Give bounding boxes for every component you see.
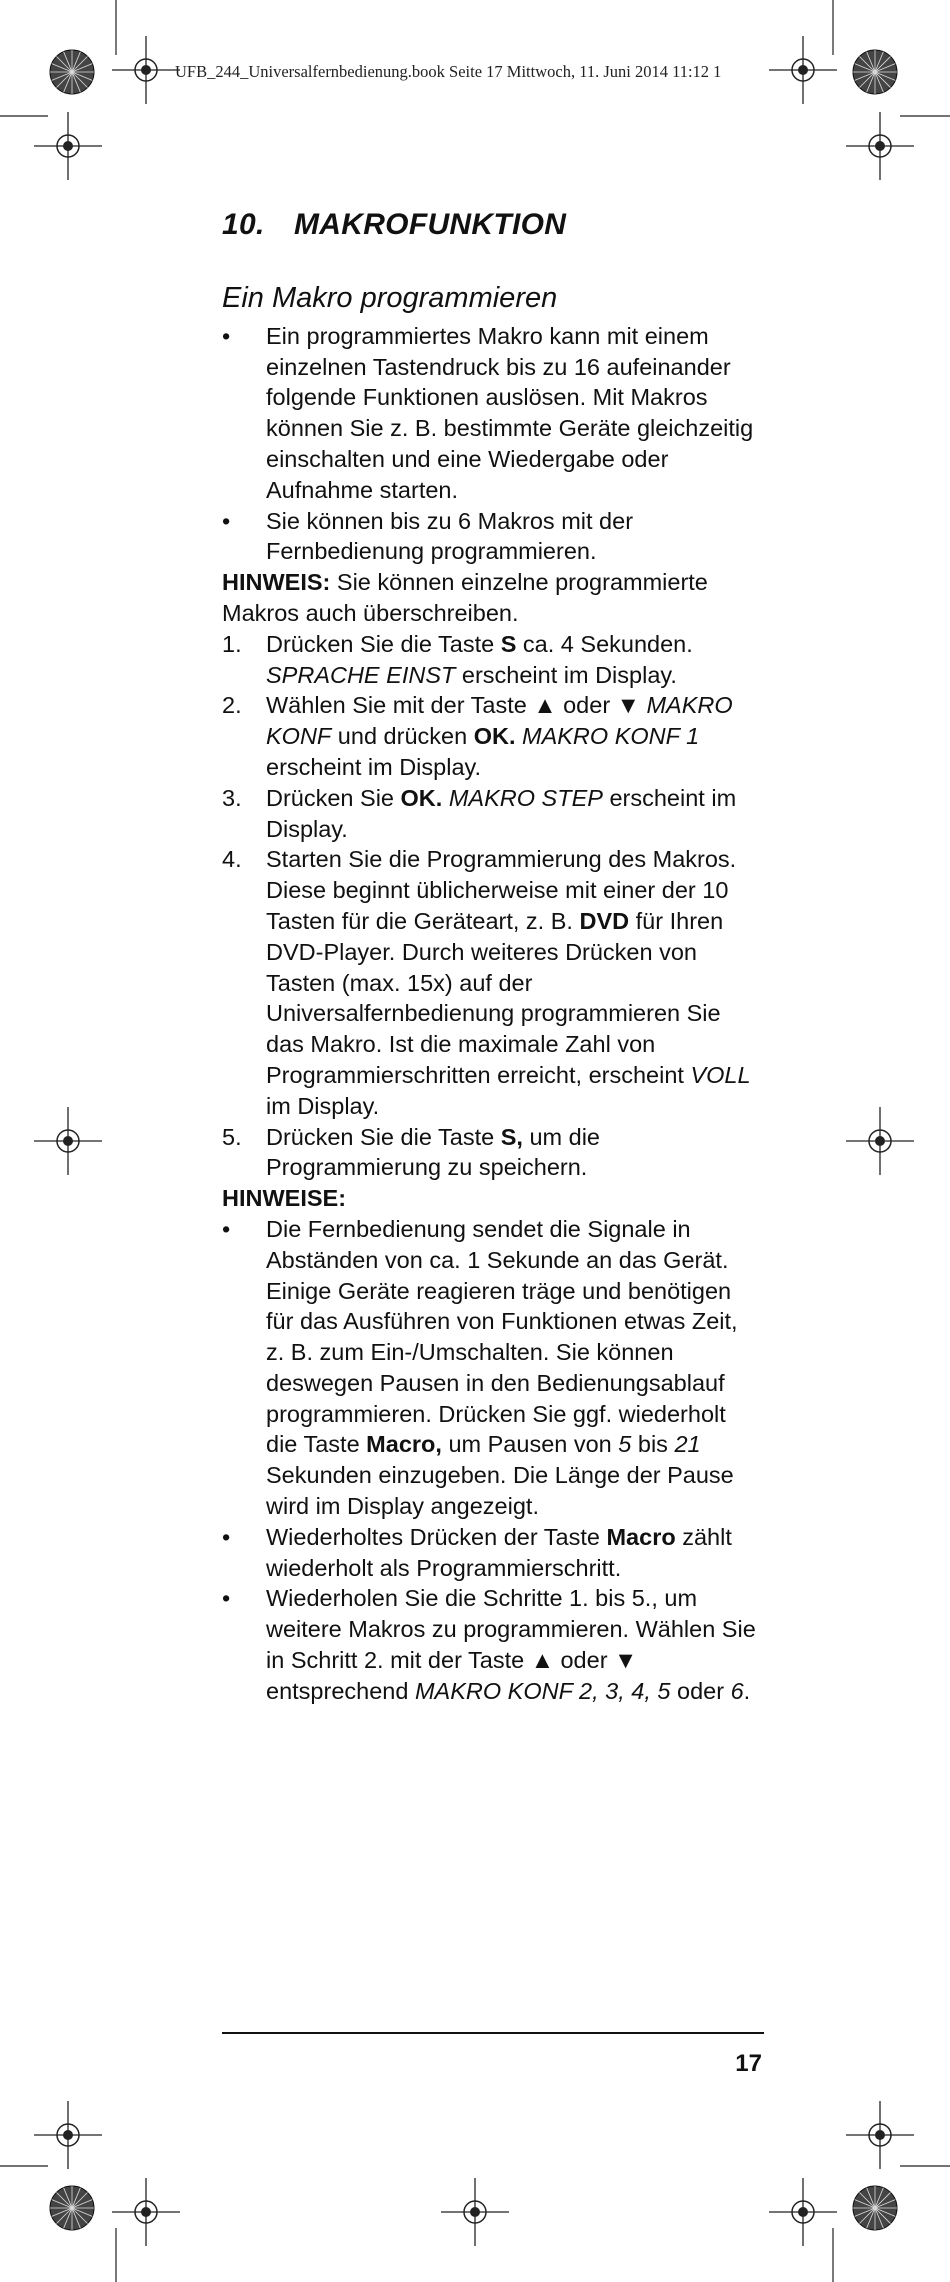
bullet-marker: •: [222, 1215, 231, 1242]
note-label: HINWEIS:: [222, 569, 331, 596]
step-text: erscheint im Display.: [266, 784, 737, 842]
step-number: 1.: [222, 630, 242, 657]
step-text: für Ihren DVD-Player. Durch weiteres Drücken von Tasten (max. 15x) auf der Universalfernbedienung programmieren Sie das Makro. Ist die maximale Zahl von Programmierschritten erreicht, erscheint: [266, 907, 724, 1088]
key-label: Macro,: [366, 1431, 442, 1458]
list-item: [222, 1214, 762, 1522]
step-text: Starten Sie die Programmierung des Makros. Diese beginnt üblicherweise mit einer der 10 Tasten für die Geräteart, z. B.: [266, 846, 737, 934]
bullet-marker: •: [222, 1523, 231, 1550]
bullet-text: Sie können bis zu 6 Makros mit der Fernbedienung programmieren.: [266, 507, 634, 565]
step-item: [222, 844, 762, 1121]
key-label: S,: [500, 1123, 523, 1150]
step-item: [222, 690, 762, 782]
step-text: erscheint im Display.: [455, 661, 677, 688]
note-paragraph: [222, 567, 762, 629]
bullet-text: Ein programmiertes Makro kann mit einem einzelnen Tastendruck bis zu 16 aufeinander folgende Funktionen auslösen. Mit Makros können Sie z. B. bestimmte Geräte gleichzeitig einschalten und eine Wiedergabe oder Aufnahme starten.: [266, 322, 754, 503]
key-label: DVD: [579, 907, 630, 934]
display-text: 21: [674, 1431, 701, 1458]
footer-rule: [222, 2032, 764, 2034]
display-text: MAKRO KONF 2, 3, 4, 5: [414, 1677, 671, 1704]
notes-label: HINWEISE:: [222, 1185, 347, 1212]
key-label: S: [500, 630, 517, 657]
list-item: [222, 1522, 762, 1584]
step-text: und drücken: [331, 723, 474, 750]
step-text: um die Programmierung zu speichern.: [266, 1123, 600, 1181]
step-text: ca. 4 Sekunden.: [516, 630, 693, 657]
page-number: 17: [735, 2050, 762, 2077]
key-label: Macro: [606, 1523, 676, 1550]
step-item: [222, 629, 762, 691]
list-item: [222, 321, 762, 506]
bullet-text: Sekunden einzugeben. Die Länge der Pause wird im Display angezeigt.: [266, 1462, 734, 1520]
display-text: SPRACHE EINST: [266, 661, 456, 688]
key-label: OK.: [473, 723, 516, 750]
list-item: [222, 1583, 762, 1706]
bullet-text: Wiederholtes Drücken der Taste: [266, 1523, 607, 1550]
notes-heading: [222, 1183, 762, 1214]
step-text: Wählen Sie mit der Taste ▲ oder ▼: [266, 692, 647, 719]
bullet-text: bis: [631, 1431, 675, 1458]
chapter-number: 10.: [222, 208, 265, 241]
chapter-title: MAKROFUNKTION: [294, 208, 567, 241]
bullet-marker: •: [222, 1585, 231, 1612]
display-text: VOLL: [690, 1061, 751, 1088]
step-item: [222, 783, 762, 845]
bullet-marker: •: [222, 322, 231, 349]
key-label: OK.: [400, 784, 443, 811]
step-text: erscheint im Display.: [266, 753, 482, 780]
step-text: im Display.: [266, 1092, 380, 1119]
section-title: Ein Makro programmieren: [222, 281, 558, 314]
bullet-text: um Pausen von: [441, 1431, 619, 1458]
note-text: Sie können einzelne programmierte Makros auch überschreiben.: [222, 569, 708, 626]
step-number: 4.: [222, 846, 242, 873]
chapter-heading: [222, 210, 762, 241]
bullet-text: zählt wiederholt als Programmierschritt.: [266, 1523, 732, 1581]
list-item: [222, 506, 762, 568]
bullet-text: Wiederholen Sie die Schritte 1. bis 5., um weitere Makros zu programmieren. Wählen Sie in Schritt 2. mit der Taste ▲ oder ▼ entsprechend: [266, 1585, 756, 1704]
display-text: MAKRO STEP: [448, 784, 603, 811]
bullet-marker: •: [222, 507, 231, 534]
step-item: [222, 1122, 762, 1184]
bullet-text: Die Fernbedienung sendet die Signale in Abständen von ca. 1 Sekunde an das Gerät. Einige Geräte reagieren träge und benötigen für das Ausführen von Funktionen etwas Zeit, z. B. zum Ein-/Umschalten. Sie können deswegen Pausen in den Bedienungsablauf programmieren. Drücken Sie ggf. wiederholt die Taste: [266, 1215, 738, 1458]
page-content: [222, 210, 762, 1707]
bullet-text: oder: [670, 1677, 731, 1704]
step-text: Drücken Sie die Taste: [266, 630, 501, 657]
print-header-line: UFB_244_Universalfernbedienung.book Seite 17 Mittwoch, 11. Juni 2014 11:12 1: [175, 62, 722, 81]
step-number: 3.: [222, 784, 242, 811]
bullet-text: .: [743, 1677, 751, 1704]
step-number: 2.: [222, 692, 242, 719]
step-text: Drücken Sie: [266, 784, 401, 811]
display-text: MAKRO KONF: [266, 692, 733, 750]
display-text: MAKRO KONF 1: [522, 723, 700, 750]
step-text: Drücken Sie die Taste: [266, 1123, 501, 1150]
display-text: 6: [730, 1677, 744, 1704]
display-text: 5: [618, 1431, 632, 1458]
step-number: 5.: [222, 1123, 242, 1150]
